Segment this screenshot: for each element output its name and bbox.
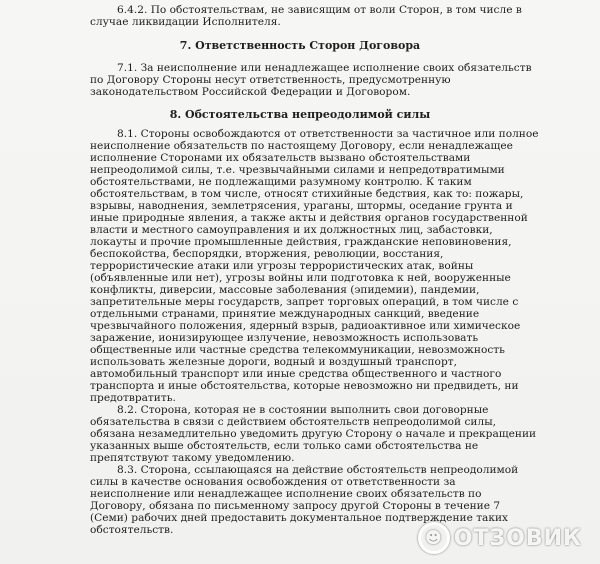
- clause-8-1-line: использовать железные дороги, водный и воздушный транспорт,: [90, 356, 457, 368]
- clause-8-1-line: исполнение Сторонами их обязательств вызвано обстоятельствами: [90, 152, 471, 164]
- clause-8-3-line: обстоятельств.: [90, 524, 174, 536]
- clause-8-1-line: неисполнение обязательств по настоящему Договору, если ненадлежащее: [90, 140, 513, 152]
- section-7-line: по Договору Стороны несут ответственность, предусмотренную: [90, 74, 451, 86]
- clause-8-3-line: Договору, обязана по письменному запросу другой Стороны в течение 7: [90, 500, 501, 512]
- otzovik-watermark: [418, 522, 582, 554]
- clause-8-3-line: 8.3. Сторона, ссылающаяся на действие обстоятельств непреодолимой: [117, 464, 519, 476]
- clause-8-2-line: обязательства в связи с действием обстоятельств непреодолимой силы,: [90, 416, 497, 428]
- watermark-text: ОТЗОВИК: [453, 525, 582, 551]
- clause-8-1-line: заражение, ионизирующее излучение, невозможность использовать: [90, 332, 479, 344]
- clause-8-1-line: локауты и прочие промышленные действия, гражданские неповиновения,: [90, 236, 512, 248]
- clause-8-1-line: иные природные явления, а также акты и действия органов государственной: [90, 212, 528, 224]
- clause-8-1-line: власти и местного самоуправления и их должностных лиц, забастовки,: [90, 224, 493, 236]
- section-7-heading: 7. Ответственность Сторон Договора: [179, 39, 421, 52]
- clause-8-1-line: (объявленные или нет), угрозы войны или подготовка к ней, вооруженные: [90, 272, 511, 284]
- clause-8-2-line: указанных выше обстоятельств, если только сами обстоятельства не: [90, 440, 479, 452]
- clause-8-1-line: отдельными странами, принятие международных санкций, введение: [90, 308, 480, 320]
- clause-8-1-line: автомобильный транспорт или иные средства общественного и частного: [90, 368, 502, 380]
- clause-8-1-line: предотвратить.: [90, 392, 176, 404]
- otzovik-logo-icon: ☻: [418, 522, 450, 554]
- clause-8-1-line: непреодолимой силы, т.е. чрезвычайными силами и непредотвратимыми: [90, 164, 505, 176]
- clause-8-1-line: террористические атаки или угрозы террористических атак, войны: [90, 260, 474, 272]
- clause-8-2-line: 8.2. Сторона, которая не в состоянии выполнить свои договорные: [117, 404, 489, 416]
- section-7-line: законодательством Российской Федерации и Договором.: [90, 86, 411, 98]
- clause-8-1-line: запретительные меры государств, запрет торговых операций, в том числе с: [90, 296, 519, 308]
- clause-8-1-line: беспокойства, беспорядки, вторжения, революции, восстания,: [90, 248, 444, 260]
- clause-8-1-line: конфликты, диверсии, массовые заболевания (эпидемии), пандемии,: [90, 284, 480, 296]
- clause-8-3-line: (Семи) рабочих дней предоставить документальное подтверждение таких: [90, 512, 509, 524]
- clause-8-3-line: силы в качестве основания освобождения от ответственности за: [90, 476, 456, 488]
- section-8-heading: 8. Обстоятельства непреодолимой силы: [169, 108, 431, 121]
- clause-8-1-line: чрезвычайного положения, ядерный взрыв, радиоактивное или химическое: [90, 320, 521, 332]
- section-6-line: случае ликвидации Исполнителя.: [90, 16, 281, 28]
- section-7-line: 7.1. За неисполнение или ненадлежащее исполнение своих обязательств: [117, 62, 532, 74]
- clause-8-1-line: обстоятельствами, не подлежащими разумному контролю. К таким: [90, 176, 472, 188]
- section-6-line: 6.4.2. По обстоятельствам, не зависящим от воли Сторон, в том числе в: [117, 4, 522, 16]
- clause-8-1-line: взрывы, наводнения, землетрясения, ураганы, штормы, оседание грунта и: [90, 200, 513, 212]
- clause-8-1-line: общественные или частные средства телекоммуникации, невозможность: [90, 344, 505, 356]
- clause-8-1-line: обстоятельствам, в том числе, относят стихийные бедствия, как то: пожары,: [90, 188, 524, 200]
- clause-8-2-line: обязана незамедлительно уведомить другую Сторону о начале и прекращении: [90, 428, 537, 440]
- clause-8-2-line: препятствуют такому уведомлению.: [90, 452, 295, 464]
- clause-8-3-line: неисполнение или ненадлежащее исполнение своих обязательств по: [90, 488, 482, 500]
- clause-8-1-line: 8.1. Стороны освобождаются от ответственности за частичное или полное: [117, 128, 539, 140]
- clause-8-1-line: транспорта и иные обстоятельства, которые невозможно ни предвидеть, ни: [90, 380, 519, 392]
